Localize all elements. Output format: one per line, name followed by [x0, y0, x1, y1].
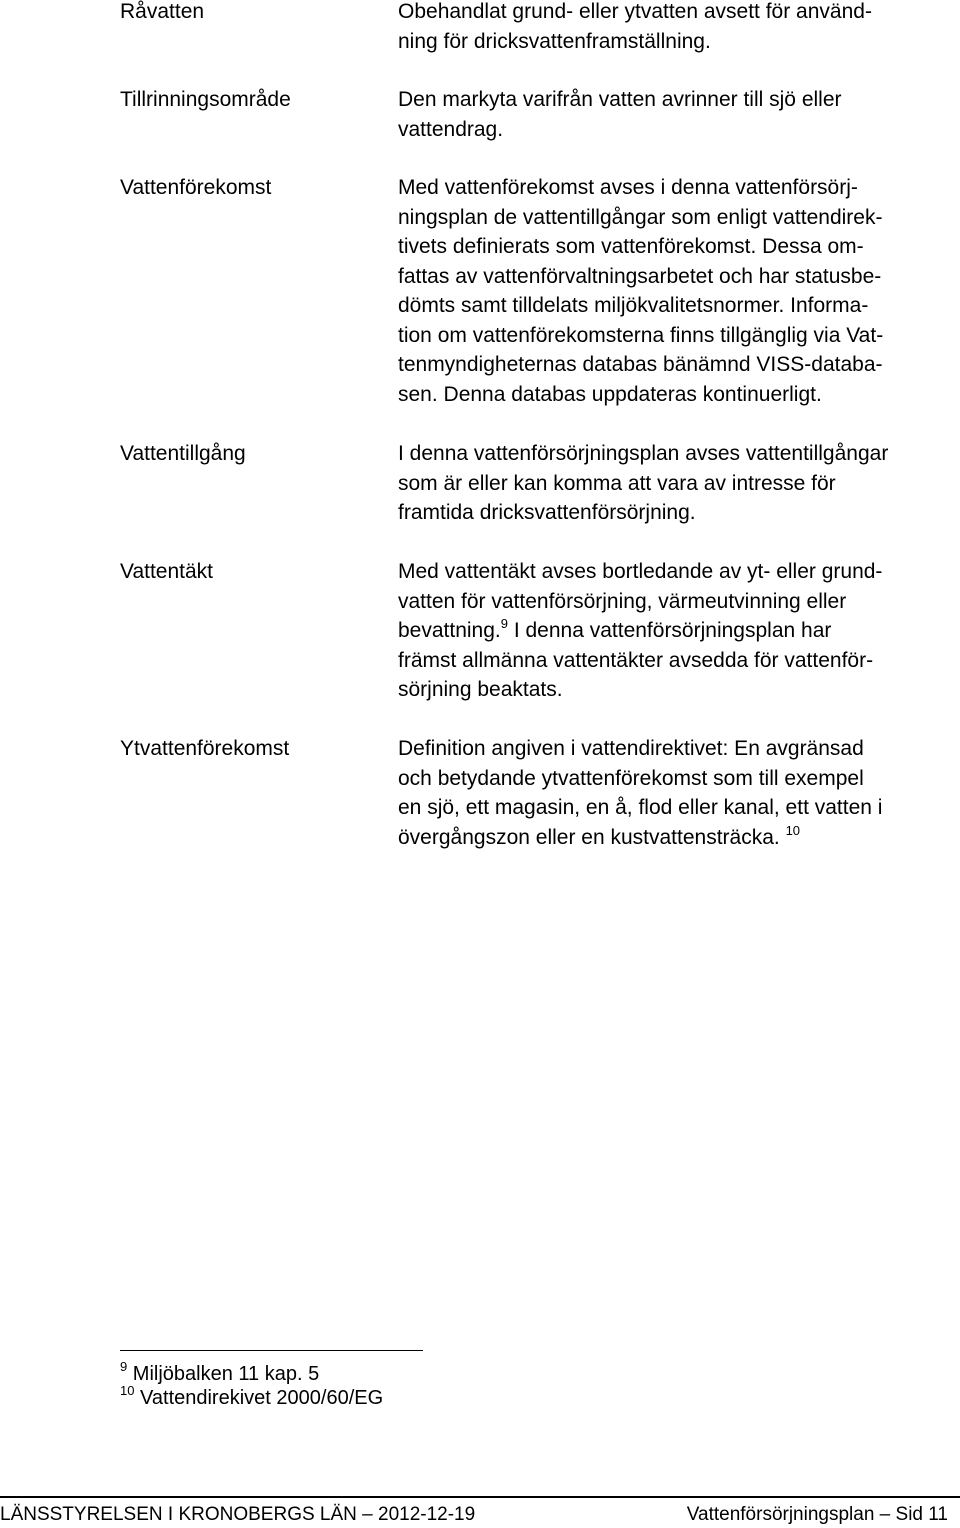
- definition-line: I denna vattenförsörjningsplan avses vattentillgångar: [398, 442, 889, 465]
- definition-text: bevattning.: [398, 619, 501, 642]
- footer-rule: [0, 1496, 960, 1498]
- term-ytvattenforekomst: Ytvattenförekomst: [120, 737, 290, 760]
- definition-text: övergångszon eller en kustvattensträcka.: [398, 825, 780, 849]
- footnote-reference: 10: [785, 822, 801, 838]
- definition-line: [398, 616, 882, 646]
- definition-line: dömts samt tilldelats miljökvalitetsnormer. Informa-: [398, 294, 869, 317]
- term-tillrinningsomrade: Tillrinningsområde: [120, 88, 291, 111]
- definition-line: tivets definierats som vattenförekomst. Dessa om-: [398, 235, 864, 258]
- definition-line: främst allmänna vattentäkter avsedda för vattenför-: [398, 648, 874, 672]
- footnote-number: 9: [120, 1359, 128, 1374]
- footnote-separator: [120, 1350, 423, 1351]
- footnote-text: Miljöbalken 11 kap. 5: [132, 1363, 320, 1385]
- definition-line: [398, 823, 882, 853]
- footer-left: LÄNSSTYRELSEN I KRONOBERGS LÄN – 2012-12-19: [0, 1504, 476, 1525]
- definition-line: fattas av vattenförvaltningsarbetet och har statusbe-: [398, 264, 882, 288]
- definition-line: vattendrag.: [398, 117, 504, 141]
- definition-vattenforekomst: [398, 173, 883, 409]
- definition-ravatten: [398, 0, 872, 56]
- term-vattentillgang: Vattentillgång: [120, 442, 246, 465]
- footnote-text: Vattendirekivet 2000/60/EG: [140, 1387, 384, 1409]
- definition-line: ning för dricksvattenframställning.: [398, 29, 711, 53]
- footer-right: Vattenförsörjningsplan – Sid 11: [686, 1504, 948, 1525]
- definition-line: tion om vattenförekomsterna finns tillgänglig via Vat-: [398, 323, 884, 347]
- definition-text: I denna vattenförsörjningsplan har: [507, 619, 832, 642]
- definition-tillrinningsomrade: [398, 85, 842, 144]
- footnote-number: 10: [120, 1383, 135, 1398]
- definition-line: sörjning beaktats.: [398, 678, 563, 701]
- term-vattenforekomst: Vattenförekomst: [120, 176, 272, 199]
- definition-line: tenmyndigheternas databas bänämnd VISS-databa-: [398, 353, 883, 376]
- definition-vattentakt: [398, 557, 882, 705]
- definition-line: framtida dricksvattenförsörjning.: [398, 501, 696, 524]
- term-ravatten: Råvatten: [120, 0, 205, 23]
- footnote-10: [120, 1383, 384, 1410]
- definition-line: Med vattentäkt avses bortledande av yt- eller grund-: [398, 560, 883, 583]
- footnote-9: [120, 1359, 320, 1386]
- definition-vattentillgang: [398, 439, 888, 528]
- definition-line: Med vattenförekomst avses i denna vattenförsörj-: [398, 176, 858, 199]
- definition-line: Definition angiven i vattendirektivet: En avgränsad: [398, 737, 864, 760]
- definition-line: sen. Denna databas uppdateras kontinuerligt.: [398, 382, 822, 406]
- term-vattentakt: Vattentäkt: [120, 560, 214, 583]
- definition-line: en sjö, ett magasin, en å, flod eller kanal, ett vatten i: [398, 796, 883, 819]
- definition-line: Den markyta varifrån vatten avrinner till sjö eller: [398, 88, 842, 111]
- footnote-reference: 9: [500, 616, 508, 631]
- definition-line: ningsplan de vattentillgångar som enligt vattendirek-: [398, 205, 883, 229]
- definition-line: och betydande ytvattenförekomst som till exempel: [398, 766, 864, 790]
- definition-line: Obehandlat grund- eller ytvatten avsett för använd-: [398, 0, 872, 23]
- definition-line: som är eller kan komma att vara av intresse för: [398, 471, 836, 495]
- definition-line: vatten för vattenförsörjning, värmeutvinning eller: [398, 589, 847, 613]
- definition-ytvattenforekomst: [398, 734, 882, 852]
